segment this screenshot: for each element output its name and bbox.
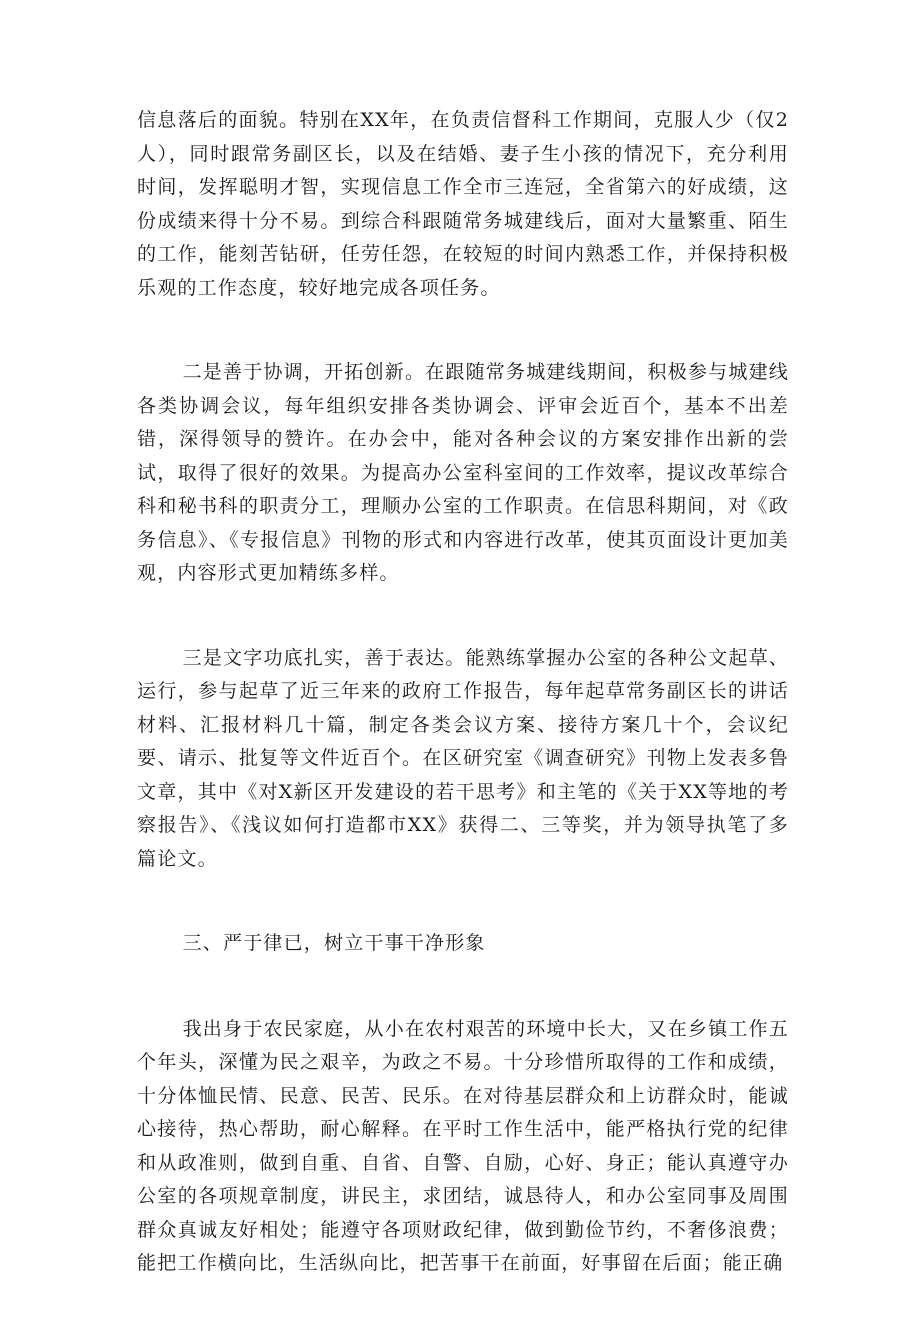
paragraph-coordination: 二是善于协调，开拓创新。在跟随常务城建线期间，积极参与城建线各类协调会议，每年组织安排各类协调会、评审会近百个，基本不出差错，深得领导的赞许。在办会中，能对各种会议的方案安排作出新的尝试，取得了很好的效果。为提高办公室科室间的工作效率，提议改革综合科和秘书科的职责分工，理顺办公室的工作职责。在信思科期间，对《政务信息》、《专报信息》刊物的形式和内容进行改革，使其页面设计更加美观，内容形式更加精练多样。 <box>137 361 789 584</box>
paragraph-continued: 信息落后的面貌。特别在XX年，在负责信督科工作期间，克服人少（仅2人），同时跟常务副区长，以及在结婚、妻子生小孩的情况下，充分利用时间，发挥聪明才智，实现信息工作全市三连冠，全省第六的好成绩，这份成绩来得十分不易。到综合科跟随常务城建线后，面对大量繁重、陌生的工作，能刻苦钻研，任劳任怨，在较短的时间内熟悉工作，并保持积极乐观的工作态度，较好地完成各项任务。 <box>137 109 789 299</box>
paragraph-writing: 三是文字功底扎实，善于表达。能熟练掌握办公室的各种公文起草、运行，参与起草了近三年来的政府工作报告，每年起草常务副区长的讲话材料、汇报材料几十篇，制定各类会议方案、接待方案几十个，会议纪要、请示、批复等文件近百个。在区研究室《调查研究》刊物上发表多鲁文章，其中《对X新区开发建设的若干思考》和主笔的《关于XX等地的考察报告》、《浅议如何打造都市XX》获得二、三等奖，并为领导执笔了多篇论文。 <box>137 646 789 870</box>
paragraph-self-discipline: 我出身于农民家庭，从小在农村艰苦的环境中长大，又在乡镇工作五个年头，深懂为民之艰辛，为政之不易。十分珍惜所取得的工作和成绩，十分体恤民情、民意、民苦、民乐。在对待基层群众和上访群众时，能诚心接待，热心帮助，耐心解释。在平时工作生活中，能严格执行党的纪律和从政准则，做到自重、自省、自警、自励，心好、身正；能认真遵守办公室的各项规章制度，讲民主，求团结，诚恳待人，和办公室同事及周围群众真诚友好相处；能遵守各项财政纪律，做到勤俭节约，不奢侈浪费；能把工作横向比，生活纵向比，把苦事干在前面，好事留在后面；能正确 <box>137 1017 789 1274</box>
section-heading: 三、严于律已，树立干事干净形象 <box>182 932 486 954</box>
document-body <box>137 104 789 1332</box>
